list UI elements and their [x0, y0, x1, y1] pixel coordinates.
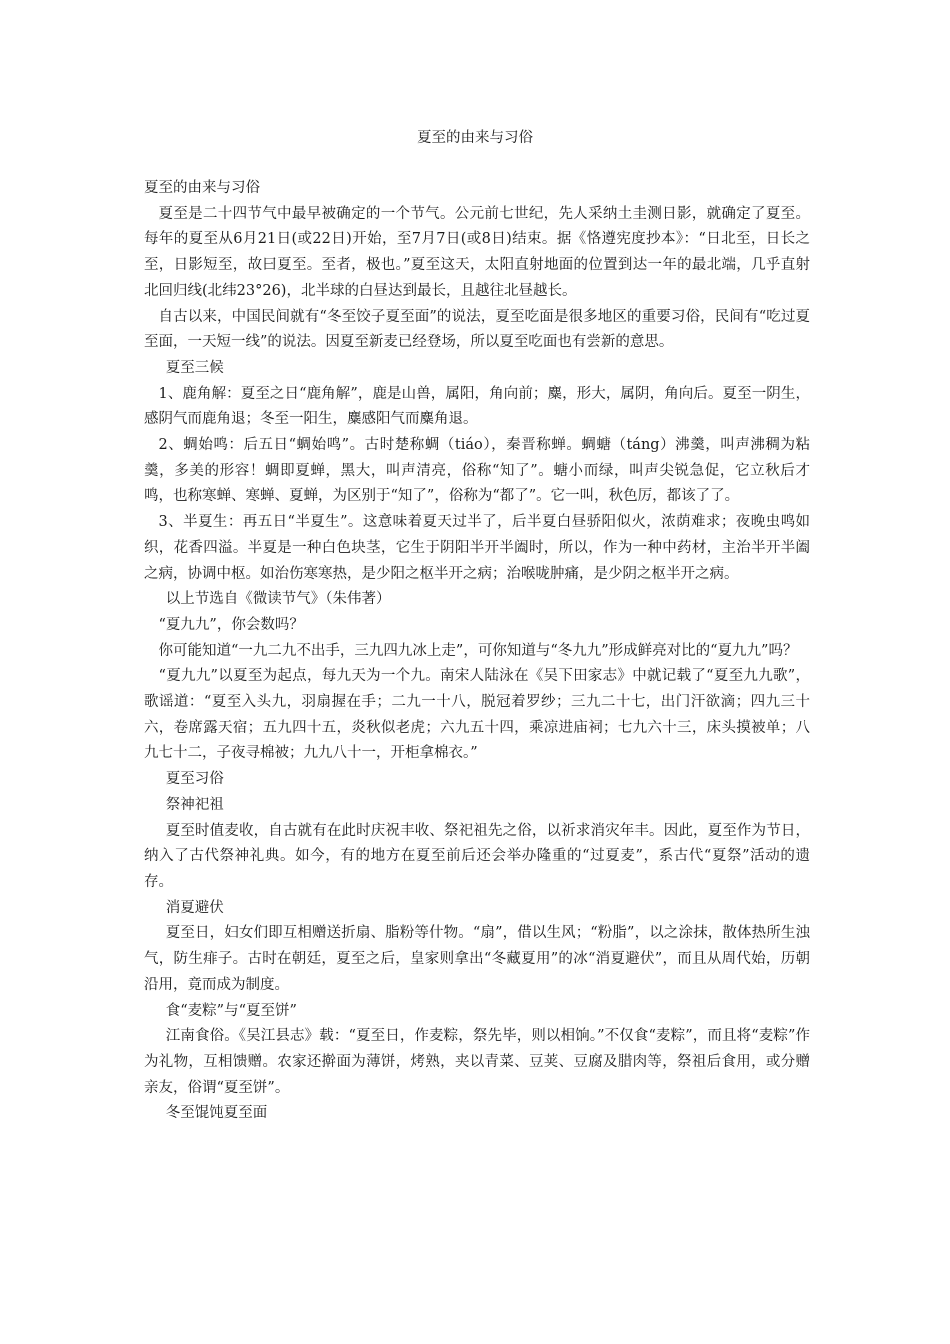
paragraph: 江南食俗。《吴江县志》载：“夏至日，作麦粽，祭先毕，则以相饷。”不仅食“麦粽”，而且将“麦粽”作为礼物，互相馈赠。农家还擀面为薄饼，烤熟，夹以青菜、豆荚、豆腐及腊肉等，祭祖后食用，或分赠亲友，俗谓“夏至饼”。: [144, 1028, 810, 1096]
paragraph: 自古以来，中国民间就有“冬至饺子夏至面”的说法，夏至吃面是很多地区的重要习俗，民间有“吃过夏至面，一天短一线”的说法。因夏至新麦已经登场，所以夏至吃面也有尝新的意思。: [144, 308, 810, 351]
paragraph: 夏至日，妇女们即互相赠送折扇、脂粉等什物。“扇”，借以生风；“粉脂”，以之涂抹，散体热所生浊气，防生痱子。古时在朝廷，夏至之后，皇家则拿出“冬藏夏用”的冰“消夏避伏”，而且从周代始，历朝沿用，竟而成为制度。: [144, 925, 810, 993]
paragraph: 夏至时值麦收，自古就有在此时庆祝丰收、祭祀祖先之俗，以祈求消灾年丰。因此，夏至作为节日，纳入了古代祭神礼典。如今，有的地方在夏至前后还会举办隆重的“过夏麦”，系古代“夏祭”活动的遗存。: [144, 822, 810, 890]
paragraph: “夏九九”以夏至为起点，每九天为一个九。南宋人陆泳在《吴下田家志》中就记载了“夏至九九歌”，歌谣道：“夏至入头九，羽扇握在手；二九一十八，脱冠着罗纱；三九二十七，出门汗欲滴；四九三十六，卷席露天宿；五九四十五，炎秋似老虎；六九五十四，乘凉进庙祠；七九六十三，床头摸被单；八九七十二，子夜寻棉被；九九八十一，开柜拿棉衣。”: [144, 668, 810, 762]
subheading: “夏九九”，你会数吗？: [158, 616, 304, 633]
subheading: 冬至馄饨夏至面: [165, 1105, 268, 1122]
paragraph: 夏至是二十四节气中最早被确定的一个节气。公元前七世纪，先人采纳土圭测日影，就确定了夏至。每年的夏至从6月21日(或22日)开始，至7月7日(或8日)结束。据《恪遵宪度抄本》：“日北至，日长之至，日影短至，故曰夏至。至者，极也。”夏至这天，太阳直射地面的位置到达一年的最北端，几乎直射北回归线(北纬23°26)，北半球的白昼达到最长，且越往北昼越长。: [144, 205, 810, 299]
paragraph: 3、半夏生：再五日“半夏生”。这意味着夏天过半了，后半夏白昼骄阳似火，浓荫难求；夜晚虫鸣如织，花香四溢。半夏是一种白色块茎，它生于阴阳半开半阖时，所以，作为一种中药材，主治半开半阖之病，协调中枢。如治伤寒寒热，是少阳之枢半开之病；治喉咙肿痛，是少阴之枢半开之病。: [144, 514, 810, 582]
subheading: 消夏避伏: [165, 899, 224, 916]
paragraph: 1、鹿角解：夏至之日“鹿角解”，鹿是山兽，属阳，角向前；麋，形大，属阴，角向后。夏至一阴生，感阴气而鹿角退；冬至一阳生，麋感阳气而麋角退。: [144, 385, 810, 428]
subheading: 夏至三候: [165, 359, 224, 376]
paragraph: 2、蜩始鸣：后五日“蜩始鸣”。古时楚称蜩（tiáo），秦晋称蝉。蜩螗（táng）沸羹，叫声沸稠为粘羹，多美的形容！蜩即夏蝉，黑大，叫声清亮，俗称“知了”。螗小而绿，叫声尖锐急促，它立秋后才鸣，也称寒蝉、寒蝉、夏蝉，为区别于“知了”，俗称为“都了”。它一叫，秋色厉，都该了了。: [144, 437, 810, 505]
subheading: 夏至习俗: [165, 771, 224, 788]
subheading: 祭神祀祖: [165, 796, 224, 813]
subheading: 食“麦粽”与“夏至饼”: [165, 1002, 297, 1019]
citation: 以上节选自《微读节气》（朱伟著）: [165, 591, 391, 608]
document-title: 夏至的由来与习俗: [417, 130, 533, 146]
document-body: [144, 176, 810, 1127]
section-heading: 夏至的由来与习俗: [144, 180, 260, 196]
paragraph: 你可能知道“一九二九不出手，三九四九冰上走”，可你知道与“冬九九”形成鲜亮对比的“夏九九”吗？: [158, 642, 798, 659]
